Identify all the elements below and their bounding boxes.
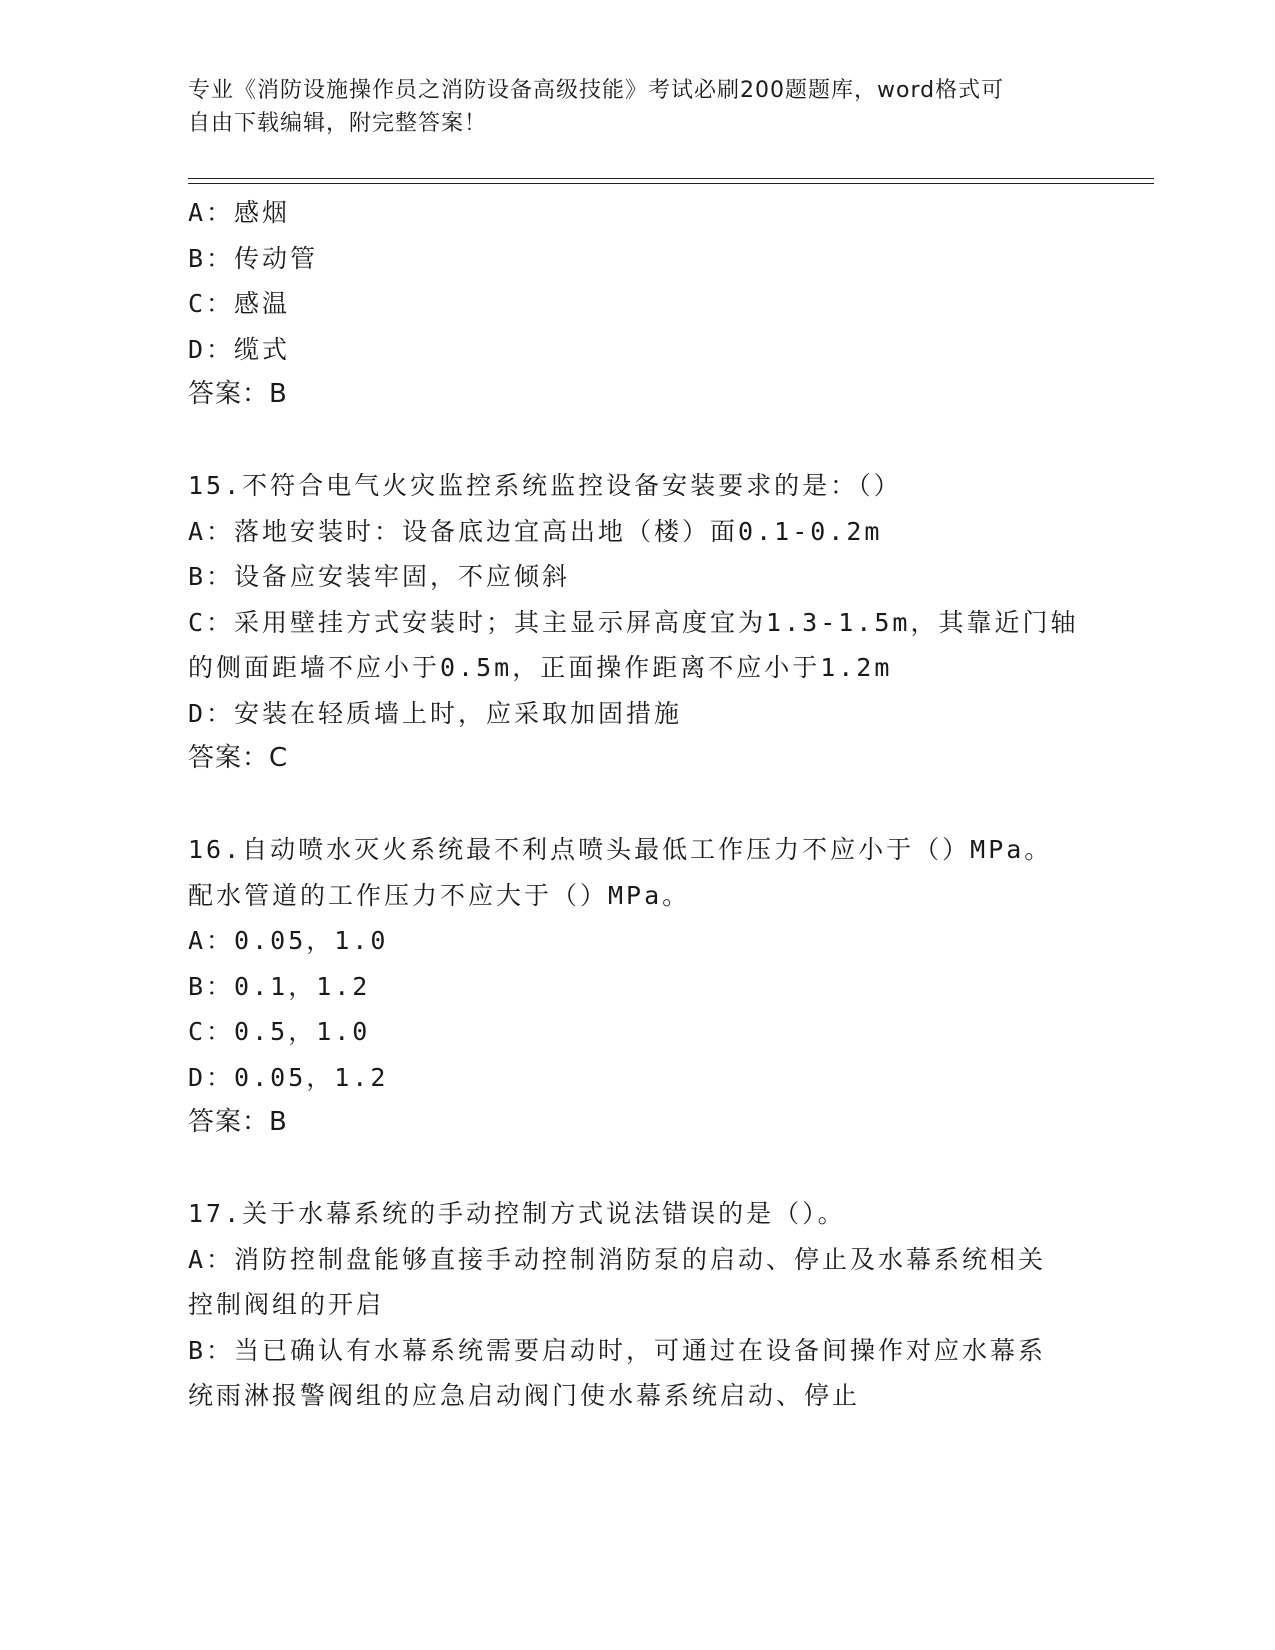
question-14 [188,190,1088,418]
spacer [188,1146,1088,1192]
question-15 [188,463,1088,782]
question-17 [188,1191,1088,1419]
spacer [188,782,1088,828]
answer-line: 答案：B [188,1107,288,1137]
option-a: A：0.05，1.0 [188,926,389,955]
option-c: C：采用壁挂方式安装时；其主显示屏高度宜为1.3-1.5m，其靠近门轴 [188,607,1079,637]
option-c-continued: 的侧面距墙不应小于0.5m，正面操作距离不应小于1.2m [188,653,893,682]
header-line-2: 自由下载编辑，附完整答案！ [188,111,488,136]
option-a: A：落地安装时：设备底边宜高出地（楼）面0.1-0.2m [188,516,883,546]
option-b: B：当已确认有水幕系统需要启动时，可通过在设备间操作对应水幕系 [188,1335,1047,1365]
header-divider-top [188,178,1154,179]
option-d: D：安装在轻质墙上时，应采取加固措施 [188,698,683,728]
question-stem-continued: 配水管道的工作压力不应大于（）MPa。 [188,880,691,910]
option-a: A：感烟 [188,198,291,227]
option-b-continued: 统雨淋报警阀组的应急启动阀门使水幕系统启动、停止 [188,1381,861,1410]
option-b: B：设备应安装牢固，不应倾斜 [188,562,571,591]
option-a-continued: 控制阀组的开启 [188,1290,385,1319]
option-c: C：0.5，1.0 [188,1017,371,1046]
question-16 [188,827,1088,1146]
option-c: C：感温 [188,289,291,318]
spacer [188,418,1088,464]
option-a: A：消防控制盘能够直接手动控制消防泵的启动、停止及水幕系统相关 [188,1244,1047,1274]
question-content [188,190,1088,1419]
answer-line: 答案：B [188,379,288,409]
question-stem: 15.不符合电气火灾监控系统监控设备安装要求的是：（） [188,471,902,500]
option-d: D：缆式 [188,334,291,364]
option-d: D：0.05，1.2 [188,1062,389,1092]
option-b: B：传动管 [188,243,319,273]
question-stem: 17.关于水幕系统的手动控制方式说法错误的是（）。 [188,1199,846,1228]
header-line-1: 专业《消防设施操作员之消防设备高级技能》考试必刷200题题库，word格式可 [188,78,1005,103]
header-divider-bottom [188,183,1154,184]
answer-line: 答案：C [188,743,289,773]
question-stem: 16.自动喷水灭火系统最不利点喷头最低工作压力不应小于（）MPa。 [188,835,1053,864]
document-header [188,74,1068,140]
option-b: B：0.1，1.2 [188,971,371,1001]
